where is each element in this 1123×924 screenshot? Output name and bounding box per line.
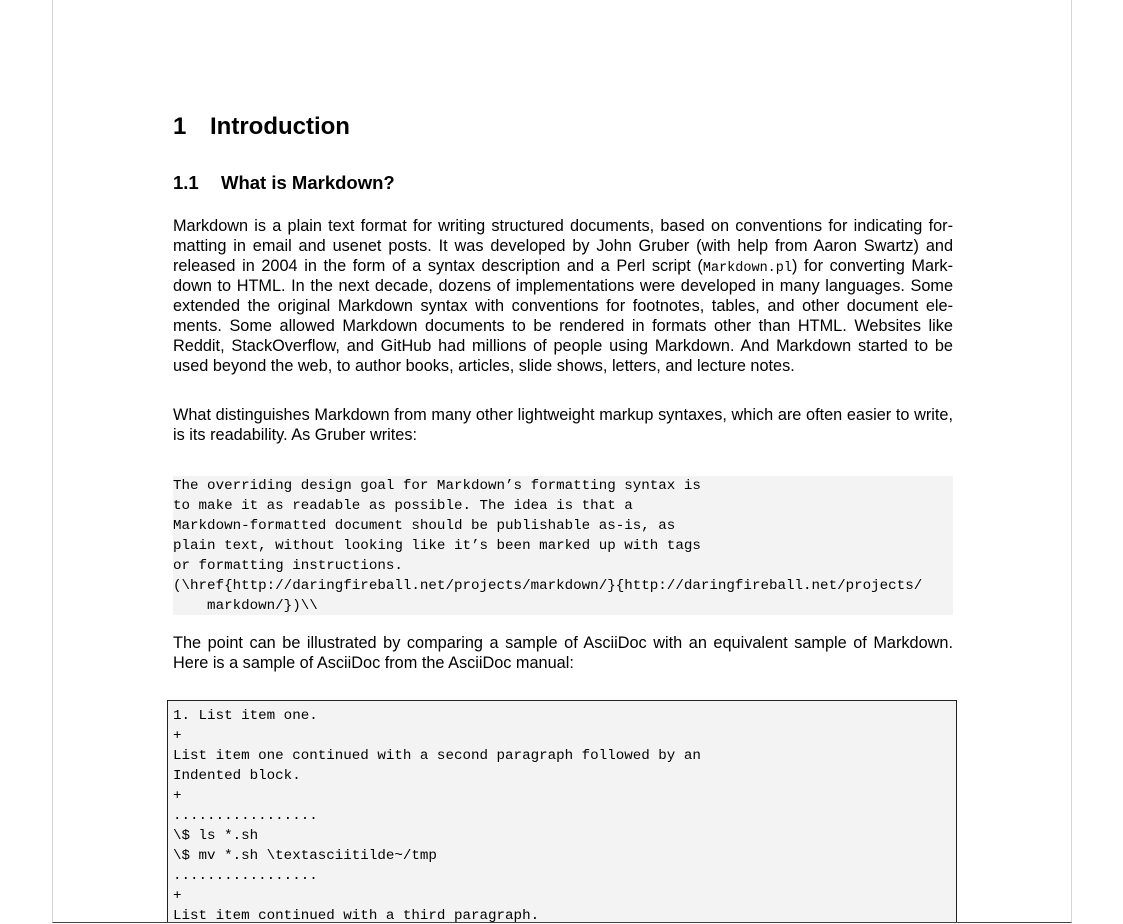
code-line: + xyxy=(173,788,182,804)
section-title: Introduction xyxy=(210,113,350,140)
code-line: List item continued with a third paragraph. xyxy=(173,908,540,923)
text-line: Markdown is a plain text format for writing structured documents, based on conventions for indicating for- xyxy=(173,217,953,235)
gruber-quote-block xyxy=(173,476,953,615)
asciidoc-code-block xyxy=(167,700,957,923)
section-number: 1 xyxy=(173,113,187,140)
code-line: ................. xyxy=(173,808,318,824)
subsection-title: What is Markdown? xyxy=(221,172,395,193)
paragraph-readability xyxy=(173,405,953,445)
text-line xyxy=(173,256,953,276)
text-line: down to HTML. In the next decade, dozens of implementations were developed in many languages. Some xyxy=(173,277,953,295)
quote-line: (\href{http://daringfireball.net/projects/markdown/}{http://daringfireball.net/projects/ xyxy=(173,578,923,594)
paragraph-what-is-markdown xyxy=(173,216,953,376)
quote-line: Markdown-formatted document should be publishable as-is, as xyxy=(173,518,676,534)
quote-line: to make it as readable as possible. The idea is that a xyxy=(173,498,633,514)
code-line: \$ ls *.sh xyxy=(173,828,259,844)
subsection-number: 1.1 xyxy=(173,172,199,193)
text-span: released in 2004 in the form of a syntax description and a Perl script ( xyxy=(173,257,703,275)
code-line: List item one continued with a second paragraph followed by an xyxy=(173,748,701,764)
text-line: is its readability. As Gruber writes: xyxy=(173,426,417,444)
quote-line: The overriding design goal for Markdown’s formatting syntax is xyxy=(173,478,701,494)
quote-line: markdown/})\\ xyxy=(173,598,318,614)
text-line: extended the original Markdown syntax with conventions for footnotes, tables, and other document ele- xyxy=(173,297,953,315)
text-line: matting in email and usenet posts. It was developed by John Gruber (with help from Aaron Swartz) and xyxy=(173,237,953,255)
section-heading xyxy=(173,113,350,141)
code-line: \$ mv *.sh \textasciitilde~/tmp xyxy=(173,848,437,864)
text-line: What distinguishes Markdown from many other lightweight markup syntaxes, which are often easier to write, xyxy=(173,406,953,424)
text-span: ) for converting Mark- xyxy=(791,257,953,275)
code-line: ................. xyxy=(173,868,318,884)
inline-code: Markdown.pl xyxy=(702,261,792,276)
text-line: The point can be illustrated by comparing a sample of AsciiDoc with an equivalent sample of Markdown. xyxy=(173,634,953,652)
text-line: used beyond the web, to author books, articles, slide shows, letters, and lecture notes. xyxy=(173,357,795,375)
paragraph-asciidoc-intro xyxy=(173,633,953,673)
code-line: 1. List item one. xyxy=(173,708,318,724)
text-line: Reddit, StackOverflow, and GitHub had millions of people using Markdown. And Markdown started to be xyxy=(173,337,953,355)
text-line: ments. Some allowed Markdown documents to be rendered in formats other than HTML. Websites like xyxy=(173,317,953,335)
code-line: + xyxy=(173,888,182,904)
document-page xyxy=(52,0,1072,923)
text-line: Here is a sample of AsciiDoc from the AsciiDoc manual: xyxy=(173,654,574,672)
code-line: + xyxy=(173,728,182,744)
quote-line: or formatting instructions. xyxy=(173,558,403,574)
quote-line: plain text, without looking like it’s been marked up with tags xyxy=(173,538,701,554)
subsection-heading xyxy=(173,172,395,194)
code-line: Indented block. xyxy=(173,768,301,784)
